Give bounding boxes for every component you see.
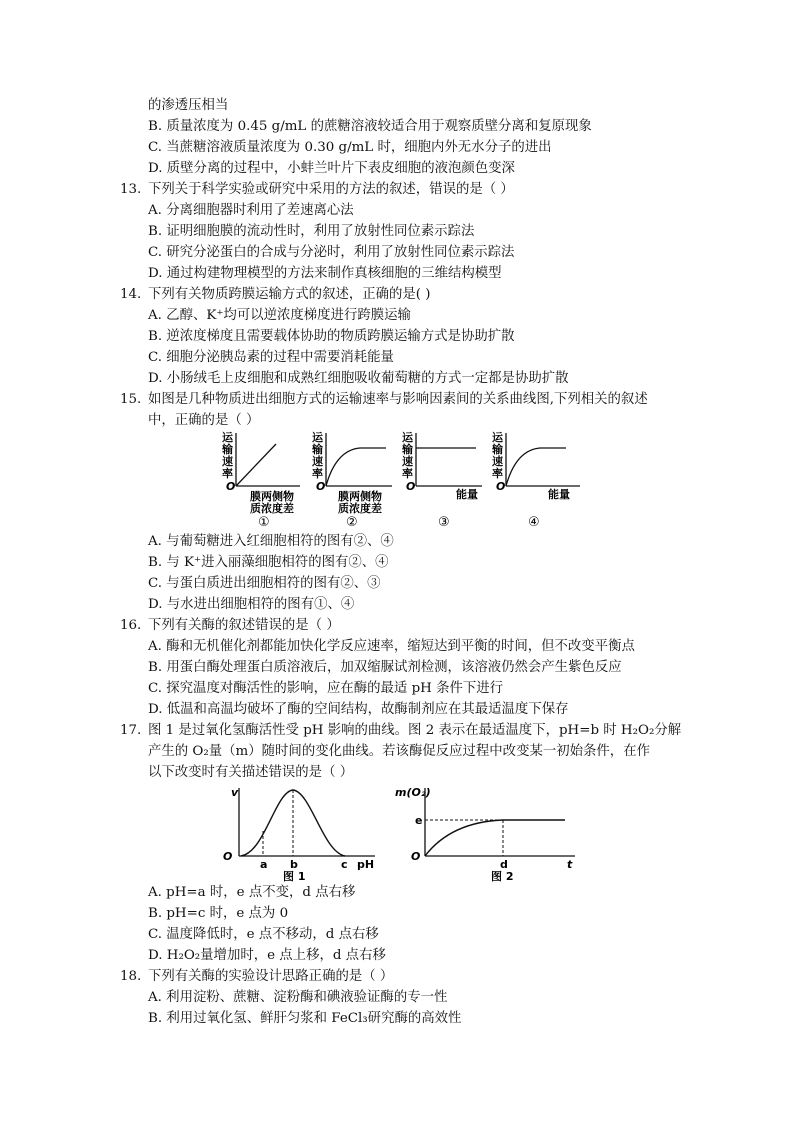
graph4-origin: O bbox=[496, 480, 506, 493]
q15-option-c: C. 与蛋白质进出细胞相符的图有②、③ bbox=[148, 576, 381, 591]
fig2-origin: O bbox=[411, 850, 421, 863]
graph1-xlabel-1: 膜两侧物 bbox=[250, 490, 294, 503]
q15-number: 15. bbox=[120, 392, 142, 407]
q15-transport-graphs bbox=[210, 428, 590, 530]
fig2-xlabel: t bbox=[567, 858, 573, 871]
q13-option-c: C. 研究分泌蛋白的合成与分泌时，利用了放射性同位素示踪法 bbox=[148, 245, 515, 260]
q17-option-d: D. H₂O₂量增加时，e 点上移，d 点右移 bbox=[148, 948, 386, 963]
graph2-xlabel-1: 膜两侧物 bbox=[338, 490, 382, 503]
fig2-caption: 图 2 bbox=[491, 870, 514, 882]
fig1-xlabel: pH bbox=[357, 858, 375, 871]
q16-option-b: B. 用蛋白酶处理蛋白质溶液后，加双缩脲试剂检测，该溶液仍然会产生紫色反应 bbox=[148, 660, 622, 675]
graph4-xlabel: 能量 bbox=[548, 488, 570, 501]
graph3-xlabel: 能量 bbox=[456, 488, 478, 501]
q15-stem-line1: 如图是几种物质进出细胞方式的运输速率与影响因素间的关系曲线图,下列相关的叙述 bbox=[148, 392, 648, 407]
q13-option-a: A. 分离细胞器时利用了差速离心法 bbox=[148, 203, 354, 218]
q17-stem-line1: 图 1 是过氧化氢酶活性受 pH 影响的曲线。图 2 表示在最适温度下，pH=b 时 H₂O₂分解 bbox=[148, 723, 682, 738]
q14-stem: 下列有关物质跨膜运输方式的叙述，正确的是( ) bbox=[148, 287, 431, 302]
graph2-ylabel-1: 运 bbox=[312, 431, 323, 444]
q18-option-a: A. 利用淀粉、蔗糖、淀粉酶和碘液验证酶的专一性 bbox=[148, 990, 448, 1005]
graph4-ylabel-2: 输 bbox=[492, 443, 503, 456]
fig1-tick-b: b bbox=[290, 858, 298, 871]
graph3-ylabel-1: 运 bbox=[402, 431, 413, 444]
q16-option-c: C. 探究温度对酶活性的影响，应在酶的最适 pH 条件下进行 bbox=[148, 681, 504, 696]
q13-stem: 下列关于科学实验或研究中采用的方法的叙述，错误的是（ ） bbox=[148, 182, 514, 197]
fig1-tick-c: c bbox=[341, 858, 348, 871]
q17-figure-2 bbox=[395, 786, 575, 882]
fig2-ylabel: m(O₂) bbox=[395, 786, 431, 799]
q15-graph-3 bbox=[401, 430, 482, 530]
q16-number: 16. bbox=[120, 618, 142, 633]
graph4-ylabel-4: 率 bbox=[492, 467, 503, 480]
q16-option-d: D. 低温和高温均破坏了酶的空间结构，故酶制剂应在其最适温度下保存 bbox=[148, 702, 569, 717]
graph4-ylabel-1: 运 bbox=[492, 431, 503, 444]
q17-enzyme-figures bbox=[215, 782, 595, 882]
graph3-ylabel-2: 输 bbox=[402, 443, 413, 456]
fig1-caption: 图 1 bbox=[283, 870, 306, 882]
graph4-curve bbox=[506, 448, 566, 486]
q14-option-a: A. 乙醇、K⁺均可以逆浓度梯度进行跨膜运输 bbox=[148, 308, 411, 323]
graph1-origin: O bbox=[226, 480, 236, 493]
graph3-origin: O bbox=[406, 480, 416, 493]
q15-option-b: B. 与 K⁺进入丽藻细胞相符的图有②、④ bbox=[148, 555, 389, 570]
q17-figure-1 bbox=[223, 786, 375, 882]
q15-graph-2 bbox=[311, 430, 392, 530]
q16-stem: 下列有关酶的叙述错误的是（ ） bbox=[148, 618, 340, 633]
graph3-ylabel-4: 率 bbox=[402, 467, 413, 480]
graph4-ylabel-3: 速 bbox=[492, 455, 503, 468]
q18-number: 18. bbox=[120, 969, 142, 984]
graph4-id: ④ bbox=[528, 515, 540, 530]
q12-continuation-line: 的渗透压相当 bbox=[148, 98, 229, 113]
q13-option-d: D. 通过构建物理模型的方法来制作真核细胞的三维结构模型 bbox=[148, 266, 502, 281]
fig2-tick-d: d bbox=[500, 858, 508, 871]
q18-option-b: B. 利用过氧化氢、鲜肝匀浆和 FeCl₃研究酶的高效性 bbox=[148, 1011, 462, 1026]
q15-graph-4 bbox=[491, 430, 580, 530]
q17-number: 17. bbox=[120, 723, 142, 738]
q14-option-b: B. 逆浓度梯度且需要载体协助的物质跨膜运输方式是协助扩散 bbox=[148, 329, 515, 344]
graph1-ylabel-4: 率 bbox=[222, 467, 233, 480]
fig1-origin: O bbox=[223, 850, 233, 863]
q18-stem: 下列有关酶的实验设计思路正确的是（ ） bbox=[148, 969, 394, 984]
q17-option-a: A. pH=a 时，e 点不变，d 点右移 bbox=[148, 885, 356, 900]
q14-number: 14. bbox=[120, 287, 142, 302]
graph3-id: ③ bbox=[438, 515, 450, 530]
graph3-ylabel-3: 速 bbox=[402, 455, 413, 468]
q15-option-a: A. 与葡萄糖进入红细胞相符的图有②、④ bbox=[148, 534, 394, 549]
fig2-tick-e: e bbox=[415, 814, 423, 827]
graph1-ylabel-3: 速 bbox=[222, 455, 233, 468]
q12-option-b: B. 质量浓度为 0.45 g/mL 的蔗糖溶液较适合用于观察质壁分离和复原现象 bbox=[148, 119, 592, 134]
graph1-xlabel-2: 质浓度差 bbox=[250, 502, 294, 515]
graph2-curve bbox=[326, 448, 386, 486]
q15-option-d: D. 与水进出细胞相符的图有①、④ bbox=[148, 597, 355, 612]
graph2-id: ② bbox=[346, 515, 358, 530]
graph2-origin: O bbox=[316, 480, 326, 493]
fig1-ylabel: v bbox=[231, 786, 239, 799]
graph2-ylabel-4: 率 bbox=[312, 467, 323, 480]
q15-graph-1 bbox=[221, 430, 300, 530]
graph1-id: ① bbox=[258, 515, 270, 530]
q12-option-c: C. 当蔗糖溶液质量浓度为 0.30 g/mL 时，细胞内外无水分子的进出 bbox=[148, 140, 552, 155]
q14-option-d: D. 小肠绒毛上皮细胞和成熟红细胞吸收葡萄糖的方式一定都是协助扩散 bbox=[148, 371, 569, 386]
q17-option-b: B. pH=c 时，e 点为 0 bbox=[148, 906, 289, 921]
q15-stem-line2: 中，正确的是（ ） bbox=[148, 413, 260, 428]
q13-number: 13. bbox=[120, 182, 142, 197]
graph2-ylabel-3: 速 bbox=[312, 455, 323, 468]
graph1-ylabel-1: 运 bbox=[222, 431, 233, 444]
graph1-ylabel-2: 输 bbox=[222, 443, 233, 456]
q13-option-b: B. 证明细胞膜的流动性时，利用了放射性同位素示踪法 bbox=[148, 224, 475, 239]
q12-option-d: D. 质壁分离的过程中，小蚌兰叶片下表皮细胞的液泡颜色变深 bbox=[148, 161, 515, 176]
fig2-curve bbox=[425, 820, 565, 856]
graph1-curve bbox=[236, 444, 276, 486]
graph2-ylabel-2: 输 bbox=[312, 443, 323, 456]
q14-option-c: C. 细胞分泌胰岛素的过程中需要消耗能量 bbox=[148, 350, 394, 365]
fig1-tick-a: a bbox=[260, 858, 268, 871]
q17-option-c: C. 温度降低时，e 点不移动，d 点右移 bbox=[148, 927, 379, 942]
q17-stem-line2: 产生的 O₂量（m）随时间的变化曲线。若该酶促反应过程中改变某一初始条件，在作 bbox=[148, 744, 650, 759]
graph2-xlabel-2: 质浓度差 bbox=[338, 502, 382, 515]
q17-stem-line3: 以下改变时有关描述错误的是（ ） bbox=[148, 765, 354, 780]
q16-option-a: A. 酶和无机催化剂都能加快化学反应速率，缩短达到平衡的时间，但不改变平衡点 bbox=[148, 639, 635, 654]
